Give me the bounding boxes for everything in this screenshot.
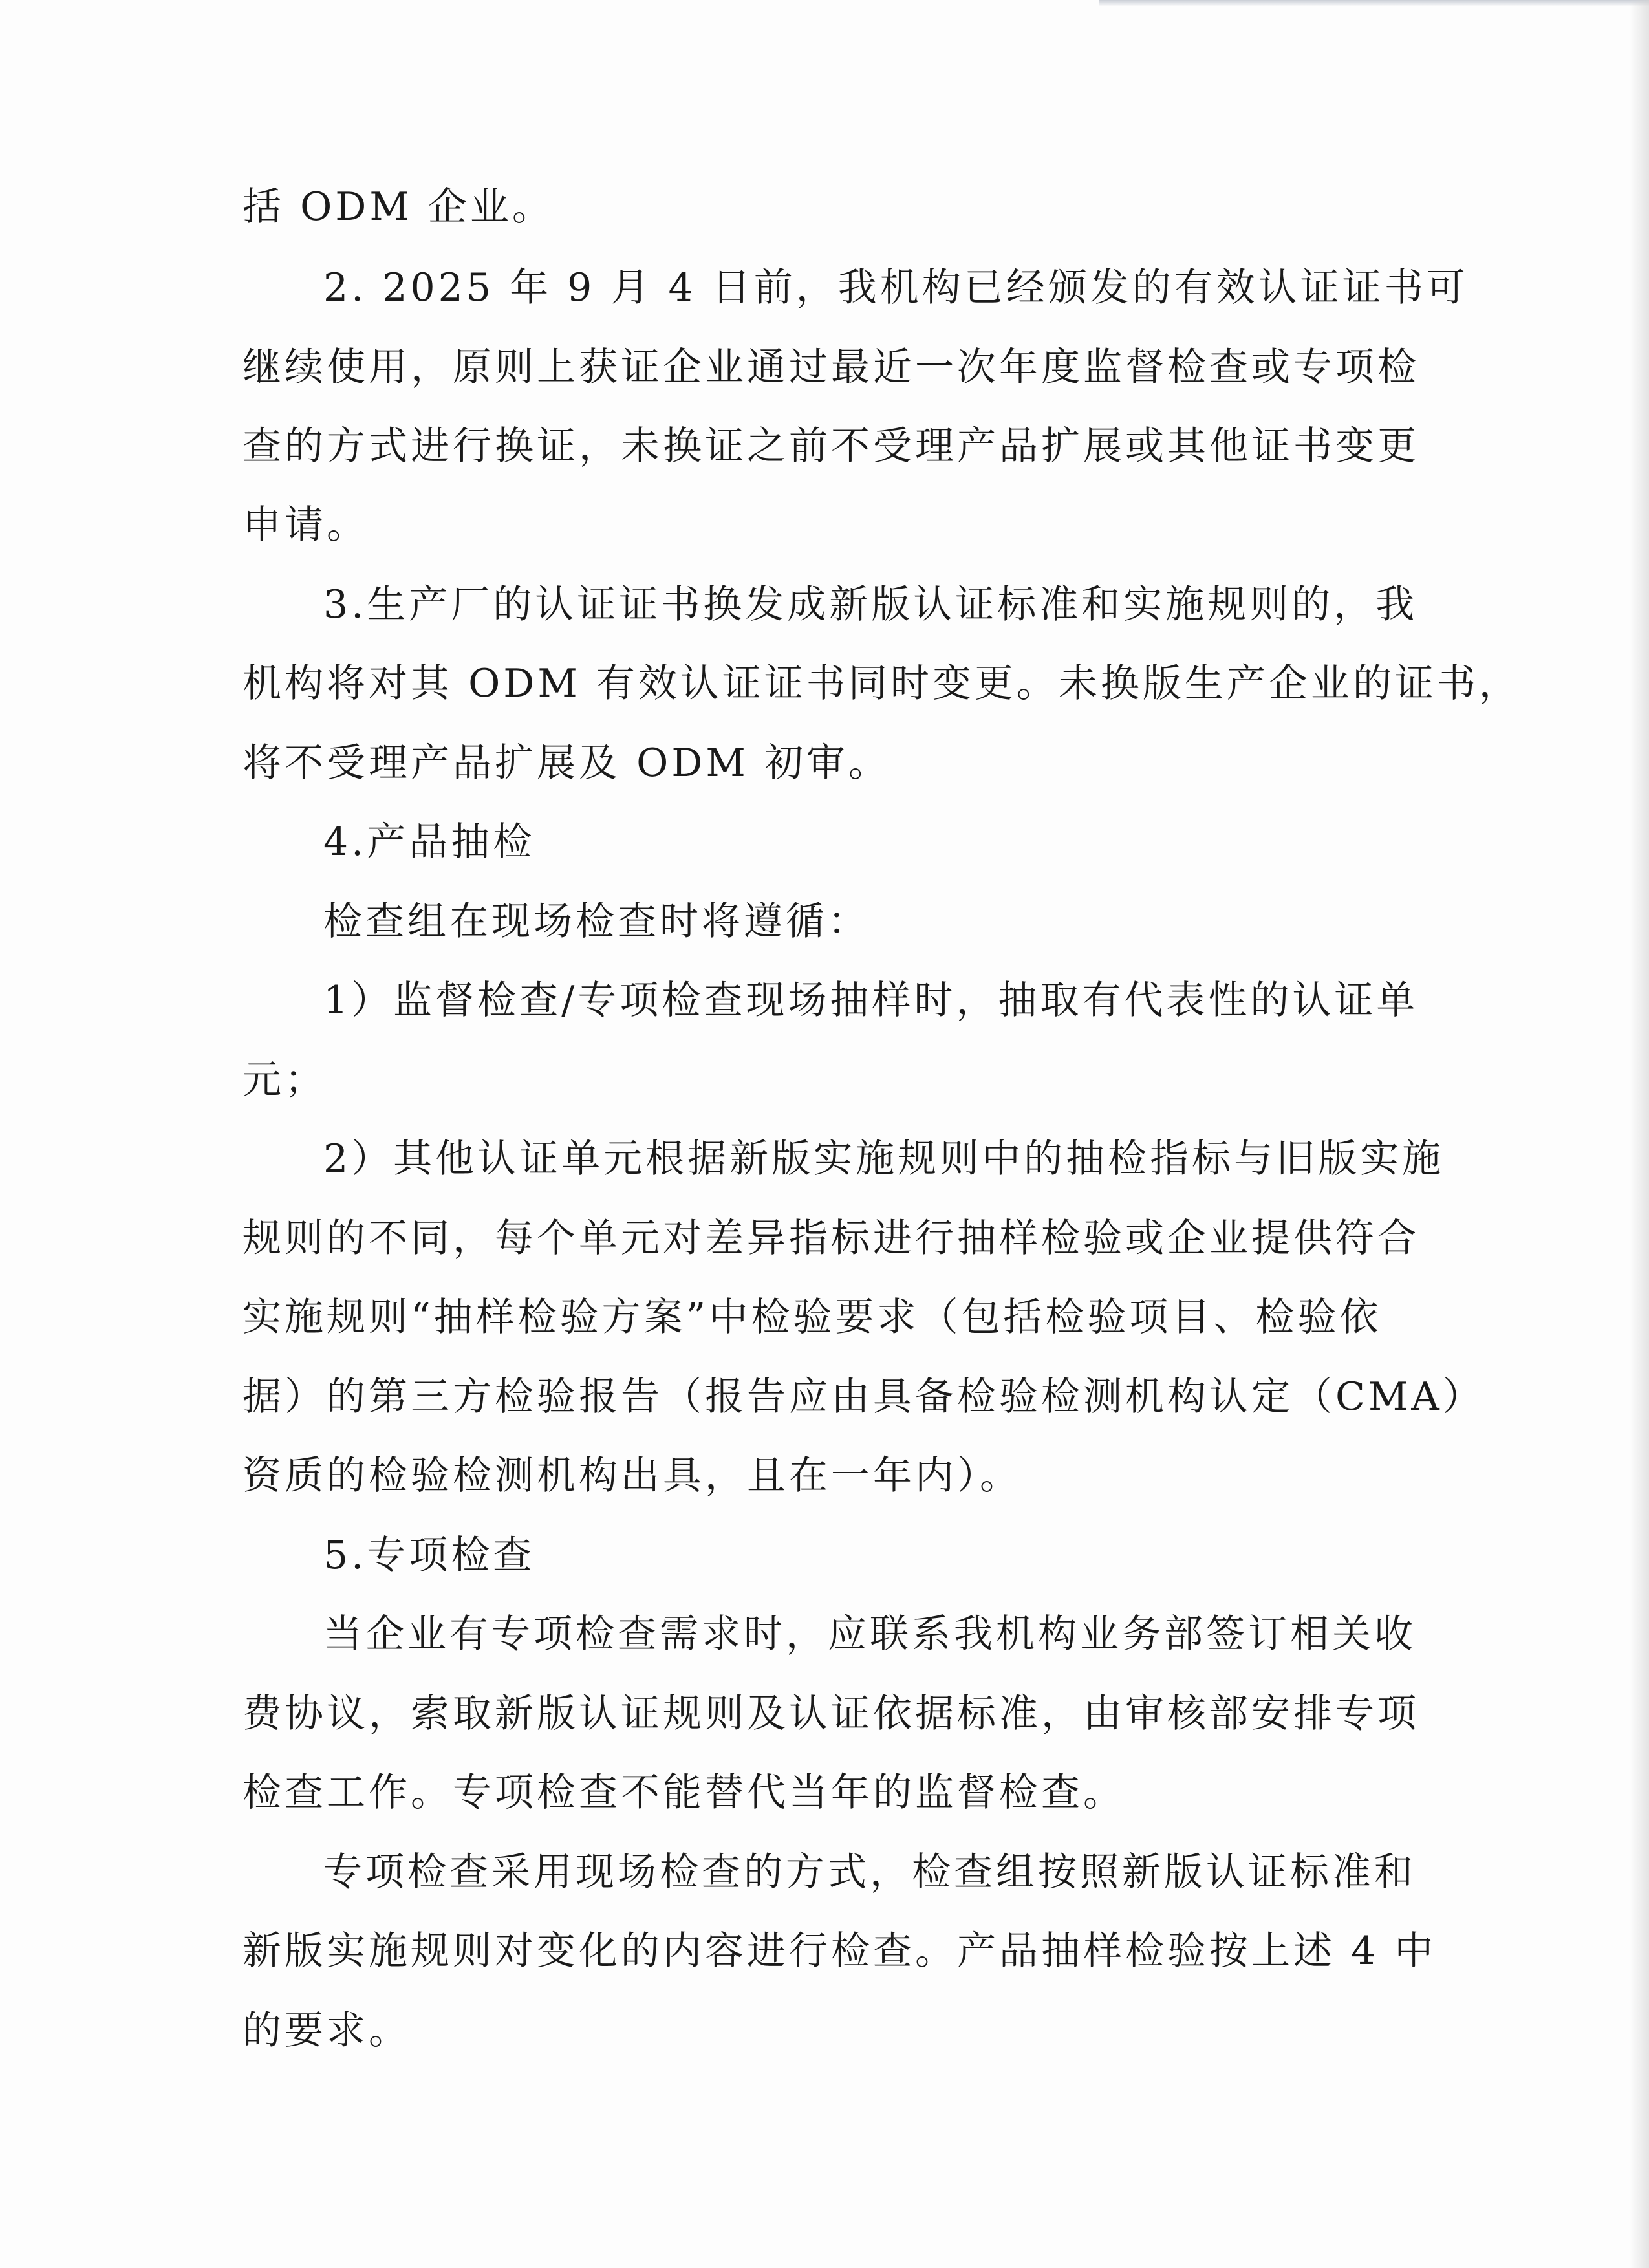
scan-top-shadow xyxy=(1099,0,1649,6)
text-line: 2. 2025 年 9 月 4 日前，我机构已经颁发的有效认证证书可 xyxy=(323,265,1469,310)
text-line: 3.生产厂的认证证书换发成新版认证标准和实施规则的，我 xyxy=(323,582,1418,627)
text-line: 2）其他认证单元根据新版实施规则中的抽检指标与旧版实施 xyxy=(323,1136,1445,1182)
text-line: 新版实施规则对变化的内容进行检查。产品抽样检验按上述 4 中 xyxy=(242,1928,1437,1974)
text-line: 括 ODM 企业。 xyxy=(242,184,554,230)
text-line: 机构将对其 ODM 有效认证证书同时变更。未换版生产企业的证书， xyxy=(242,661,1521,706)
text-line: 元； xyxy=(242,1057,327,1103)
text-line: 1）监督检查/专项检查现场抽样时，抽取有代表性的认证单 xyxy=(323,978,1419,1023)
text-line: 检查组在现场检查时将遵循： xyxy=(323,899,870,944)
text-line: 申请。 xyxy=(242,502,369,548)
scan-edge-shadow xyxy=(1630,0,1649,2268)
text-line: 将不受理产品扩展及 ODM 初审。 xyxy=(242,740,890,786)
text-line: 检查工作。专项检查不能替代当年的监督检查。 xyxy=(242,1770,1125,1815)
text-line: 实施规则“抽样检验方案”中检验要求（包括检验项目、检验依 xyxy=(242,1295,1382,1340)
text-line: 专项检查采用现场检查的方式，检查组按照新版认证标准和 xyxy=(323,1850,1416,1895)
section-heading: 4.产品抽检 xyxy=(323,819,535,865)
text-line: 查的方式进行换证，未换证之前不受理产品扩展或其他证书变更 xyxy=(242,424,1419,469)
text-line: 继续使用，原则上获证企业通过最近一次年度监督检查或专项检 xyxy=(242,345,1419,390)
text-line: 资质的检验检测机构出具，且在一年内）。 xyxy=(242,1453,1022,1498)
text-line: 的要求。 xyxy=(242,2008,411,2053)
section-heading: 5.专项检查 xyxy=(323,1533,535,1578)
text-line: 当企业有专项检查需求时，应联系我机构业务部签订相关收 xyxy=(323,1612,1416,1657)
text-line: 费协议，索取新版认证规则及认证依据标准，由审核部安排专项 xyxy=(242,1691,1419,1736)
text-line: 据）的第三方检验报告（报告应由具备检验检测机构认定（CMA） xyxy=(242,1374,1485,1420)
text-line: 规则的不同，每个单元对差异指标进行抽样检验或企业提供符合 xyxy=(242,1216,1419,1261)
